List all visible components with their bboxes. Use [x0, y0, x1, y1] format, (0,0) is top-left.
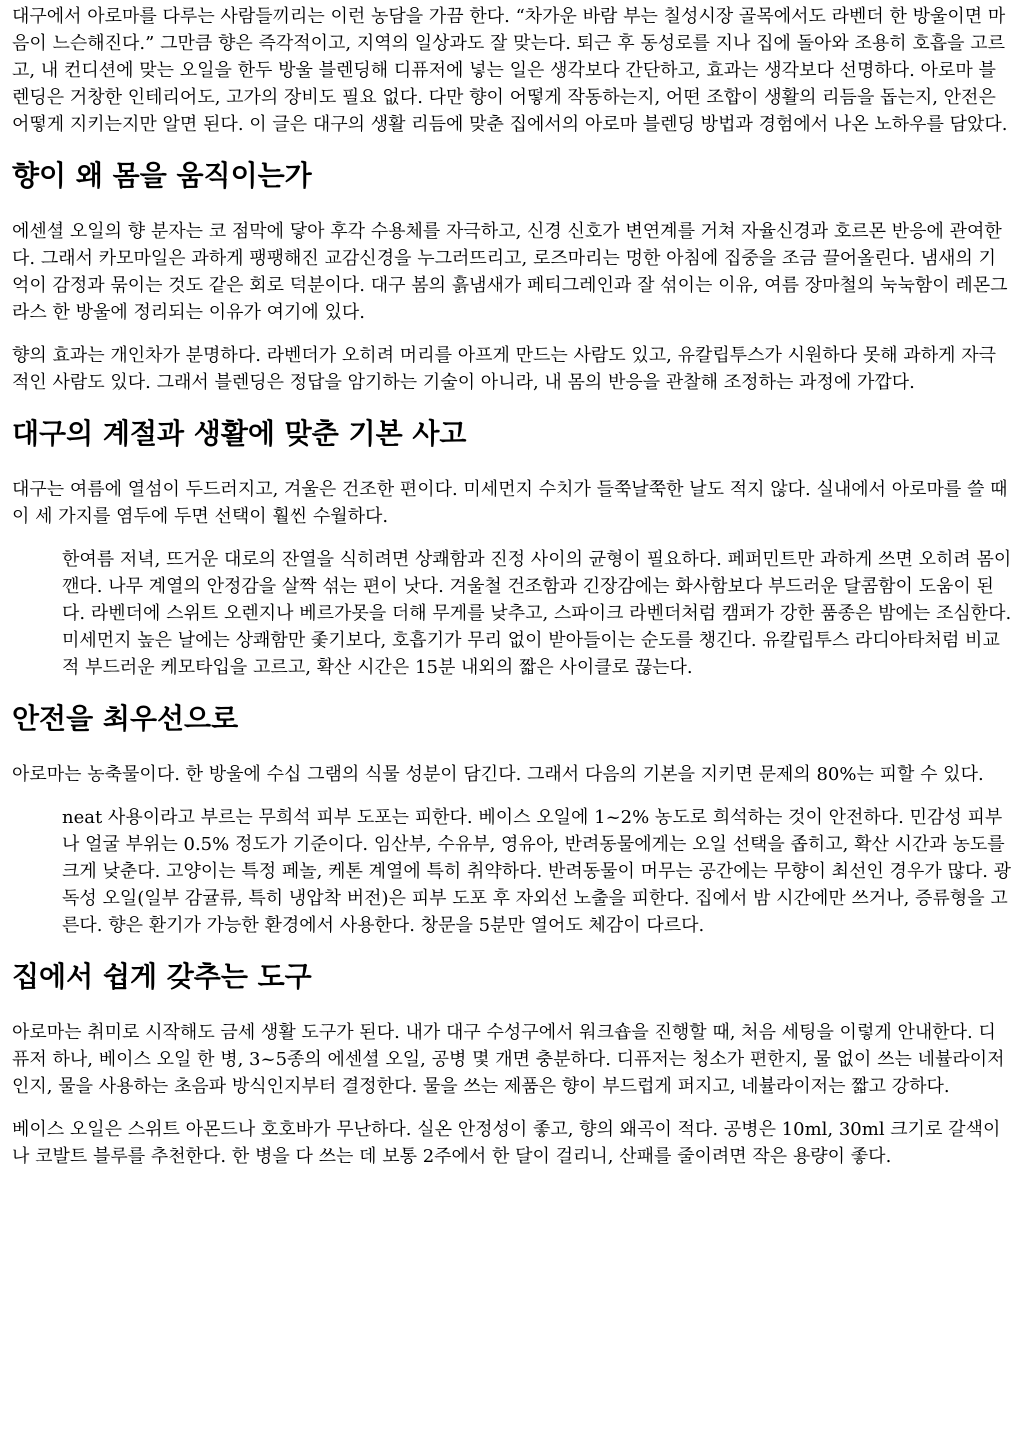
section-heading-safety: 안전을 최우선으로 — [12, 702, 239, 735]
paragraph: 향의 효과는 개인차가 분명하다. 라벤더가 오히려 머리를 아프게 만드는 사람도 있고, 유칼립투스가 시원하다 못해 과하게 자극적인 사람도 있다. 그래서 블렌딩은 정답을 암기하는 기술이 아니라, 내 몸의 반응을 관찰해 조정하는 과정에 가깝다. — [12, 345, 997, 393]
section-heading-daegu-seasons: 대구의 계절과 생활에 맞춘 기본 사고 — [12, 417, 467, 450]
paragraph: 베이스 오일은 스위트 아몬드나 호호바가 무난하다. 실온 안정성이 좋고, 향의 왜곡이 적다. 공병은 10ml, 30ml 크기로 갈색이나 코발트 블루를 추천한다. 한 병을 다 쓰는 데 보통 2주에서 한 달이 걸리니, 산패를 줄이려면 작은 용량이 좋다. — [12, 1119, 1001, 1167]
blockquote-text: neat 사용이라고 부르는 무희석 피부 도포는 피한다. 베이스 오일에 1~2% 농도로 희석하는 것이 안전하다. 민감성 피부나 얼굴 부위는 0.5% 정도가 기준이다. 임산부, 수유부, 영유아, 반려동물에게는 오일 선택을 좁히고, 확산 시간과 농도를 크게 낮춘다. 고양이는 특정 페놀, 케톤 계열에 특히 취약하다. 반려동물이 머무는 공간에는 무향이 최선인 경우가 많다. 광독성 오일(일부 감귤류, 특히 냉압착 버전)은 피부 도포 후 자외선 노출을 피한다. 집에서 밤 시간에만 쓰거나, 증류형을 고른다. 향은 환기가 가능한 환경에서 사용한다. 창문을 5분만 열어도 체감이 다르다. — [62, 807, 1012, 936]
section-heading-tools: 집에서 쉽게 갖추는 도구 — [12, 960, 312, 993]
paragraph: 에센셜 오일의 향 분자는 코 점막에 닿아 후각 수용체를 자극하고, 신경 신호가 변연계를 거쳐 자율신경과 호르몬 반응에 관여한다. 그래서 카모마일은 과하게 팽팽해진 교감신경을 누그러뜨리고, 로즈마리는 멍한 아침에 집중을 조금 끌어올린다. 냄새의 기억이 감정과 묶이는 것도 같은 회로 덕분이다. 대구 봄의 흙냄새가 페티그레인과 잘 섞이는 이유, 여름 장마철의 눅눅함이 레몬그라스 한 방울에 정리되는 이유가 여기에 있다. — [12, 221, 1008, 323]
blockquote — [62, 546, 1012, 681]
blockquote — [62, 804, 1012, 939]
paragraph: 아로마는 농축물이다. 한 방울에 수십 그램의 식물 성분이 담긴다. 그래서 다음의 기본을 지키면 문제의 80%는 피할 수 있다. — [12, 764, 984, 785]
section-heading-scent-mechanism: 향이 왜 몸을 움직이는가 — [12, 159, 312, 192]
intro-paragraph: 대구에서 아로마를 다루는 사람들끼리는 이런 농담을 가끔 한다. “차가운 바람 부는 칠성시장 골목에서도 라벤더 한 방울이면 마음이 느슨해진다.” 그만큼 향은 즉각적이고, 지역의 일상과도 잘 맞는다. 퇴근 후 동성로를 지나 집에 돌아와 조용히 호흡을 고르고, 내 컨디션에 맞는 오일을 한두 방울 블렌딩해 디퓨저에 넣는 일은 생각보다 간단하고, 효과는 생각보다 선명하다. 아로마 블렌딩은 거창한 인테리어도, 고가의 장비도 필요 없다. 다만 향이 어떻게 작동하는지, 어떤 조합이 생활의 리듬을 돕는지, 안전은 어떻게 지키는지만 알면 된다. 이 글은 대구의 생활 리듬에 맞춘 집에서의 아로마 블렌딩 방법과 경험에서 나온 노하우를 담았다. — [12, 6, 1008, 135]
blockquote-text: 한여름 저녁, 뜨거운 대로의 잔열을 식히려면 상쾌함과 진정 사이의 균형이 필요하다. 페퍼민트만 과하게 쓰면 오히려 몸이 깬다. 나무 계열의 안정감을 살짝 섞는 편이 낫다. 겨울철 건조함과 긴장감에는 화사함보다 부드러운 달콤함이 도움이 된다. 라벤더에 스위트 오렌지나 베르가못을 더해 무게를 낮추고, 스파이크 라벤더처럼 캠퍼가 강한 품종은 밤에는 조심한다. 미세먼지 높은 날에는 상쾌함만 좇기보다, 호흡기가 무리 없이 받아들이는 순도를 챙긴다. 유칼립투스 라디아타처럼 비교적 부드러운 케모타입을 고르고, 확산 시간은 15분 내외의 짧은 사이클로 끊는다. — [62, 549, 1012, 678]
paragraph: 대구는 여름에 열섬이 두드러지고, 겨울은 건조한 편이다. 미세먼지 수치가 들쭉날쭉한 날도 적지 않다. 실내에서 아로마를 쓸 때 이 세 가지를 염두에 두면 선택이 훨씬 수월하다. — [12, 479, 1008, 527]
paragraph: 아로마는 취미로 시작해도 금세 생활 도구가 된다. 내가 대구 수성구에서 워크숍을 진행할 때, 처음 세팅을 이렇게 안내한다. 디퓨저 하나, 베이스 오일 한 병, 3~5종의 에센셜 오일, 공병 몇 개면 충분하다. 디퓨저는 청소가 편한지, 물 없이 쓰는 네뷸라이저인지, 물을 사용하는 초음파 방식인지부터 결정한다. 물을 쓰는 제품은 향이 부드럽게 퍼지고, 네뷸라이저는 짧고 강하다. — [12, 1022, 1005, 1097]
